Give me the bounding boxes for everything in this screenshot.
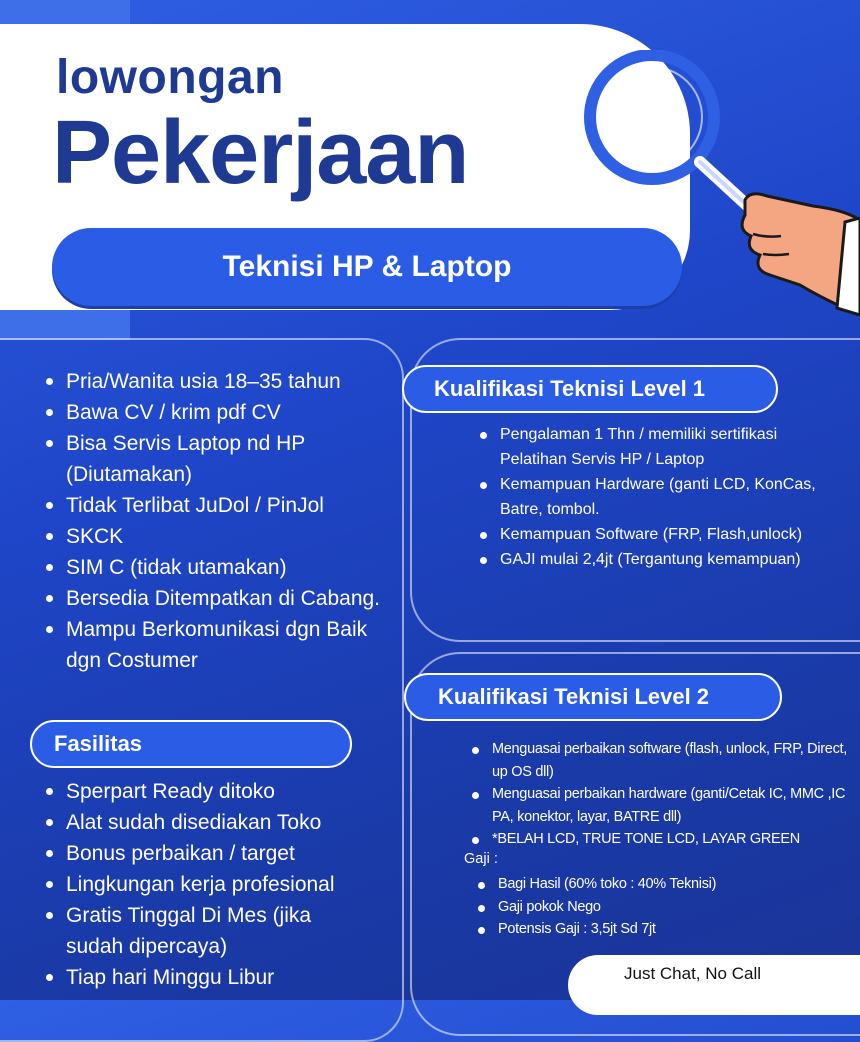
list-item: Potensis Gaji : 3,5jt Sd 7jt bbox=[476, 918, 846, 941]
list-item: Bagi Hasil (60% toko : 40% Teknisi) bbox=[476, 873, 846, 896]
role-badge: Teknisi HP & Laptop bbox=[52, 228, 682, 306]
list-item: Kemampuan Hardware (ganti LCD, KonCas, Batre, tombol. bbox=[478, 472, 848, 522]
list-item: Tiap hari Minggu Libur bbox=[44, 962, 374, 993]
page-title: Pekerjaan bbox=[52, 103, 469, 203]
contact-note: Just Chat, No Call bbox=[624, 964, 761, 983]
list-item: Pria/Wanita usia 18–35 tahun bbox=[44, 366, 384, 397]
salary-list bbox=[476, 873, 846, 941]
list-item: Gratis Tinggal Di Mes (jika sudah dipercaya) bbox=[44, 900, 374, 962]
list-item: GAJI mulai 2,4jt (Tergantung kemampuan) bbox=[478, 547, 848, 572]
list-item: Gaji pokok Nego bbox=[476, 896, 846, 919]
requirements-list bbox=[44, 366, 384, 676]
list-item: Pengalaman 1 Thn / memiliki sertifikasi Pelatihan Servis HP / Laptop bbox=[478, 422, 848, 472]
list-item: Kemampuan Software (FRP, Flash,unlock) bbox=[478, 522, 848, 547]
level2-list bbox=[470, 738, 850, 851]
list-item: Menguasai perbaikan hardware (ganti/Cetak IC, MMC ,IC PA, konektor, layar, BATRE dll) bbox=[470, 783, 850, 828]
level1-list bbox=[478, 422, 848, 572]
list-item: *BELAH LCD, TRUE TONE LCD, LAYAR GREEN bbox=[470, 828, 850, 851]
list-item: SKCK bbox=[44, 521, 384, 552]
list-item: Mampu Berkomunikasi dgn Baik dgn Costumer bbox=[44, 614, 384, 676]
list-item: Menguasai perbaikan software (flash, unlock, FRP, Direct, up OS dll) bbox=[470, 738, 850, 783]
list-item: Bawa CV / krim pdf CV bbox=[44, 397, 384, 428]
list-item: Bisa Servis Laptop nd HP (Diutamakan) bbox=[44, 428, 384, 490]
magnifier-hand-icon bbox=[575, 50, 860, 340]
list-item: SIM C (tidak utamakan) bbox=[44, 552, 384, 583]
list-item: Tidak Terlibat JuDol / PinJol bbox=[44, 490, 384, 521]
list-item: Sperpart Ready ditoko bbox=[44, 776, 374, 807]
facilities-list bbox=[44, 776, 374, 993]
subtitle: lowongan bbox=[56, 51, 284, 104]
list-item: Alat sudah disediakan Toko bbox=[44, 807, 374, 838]
list-item: Bersedia Ditempatkan di Cabang. bbox=[44, 583, 384, 614]
salary-label: Gaji : bbox=[464, 851, 498, 867]
list-item: Bonus perbaikan / target bbox=[44, 838, 374, 869]
level1-heading: Kualifikasi Teknisi Level 1 bbox=[402, 365, 778, 413]
level2-heading: Kualifikasi Teknisi Level 2 bbox=[404, 673, 782, 721]
list-item: Lingkungan kerja profesional bbox=[44, 869, 374, 900]
facilities-heading: Fasilitas bbox=[30, 720, 352, 768]
